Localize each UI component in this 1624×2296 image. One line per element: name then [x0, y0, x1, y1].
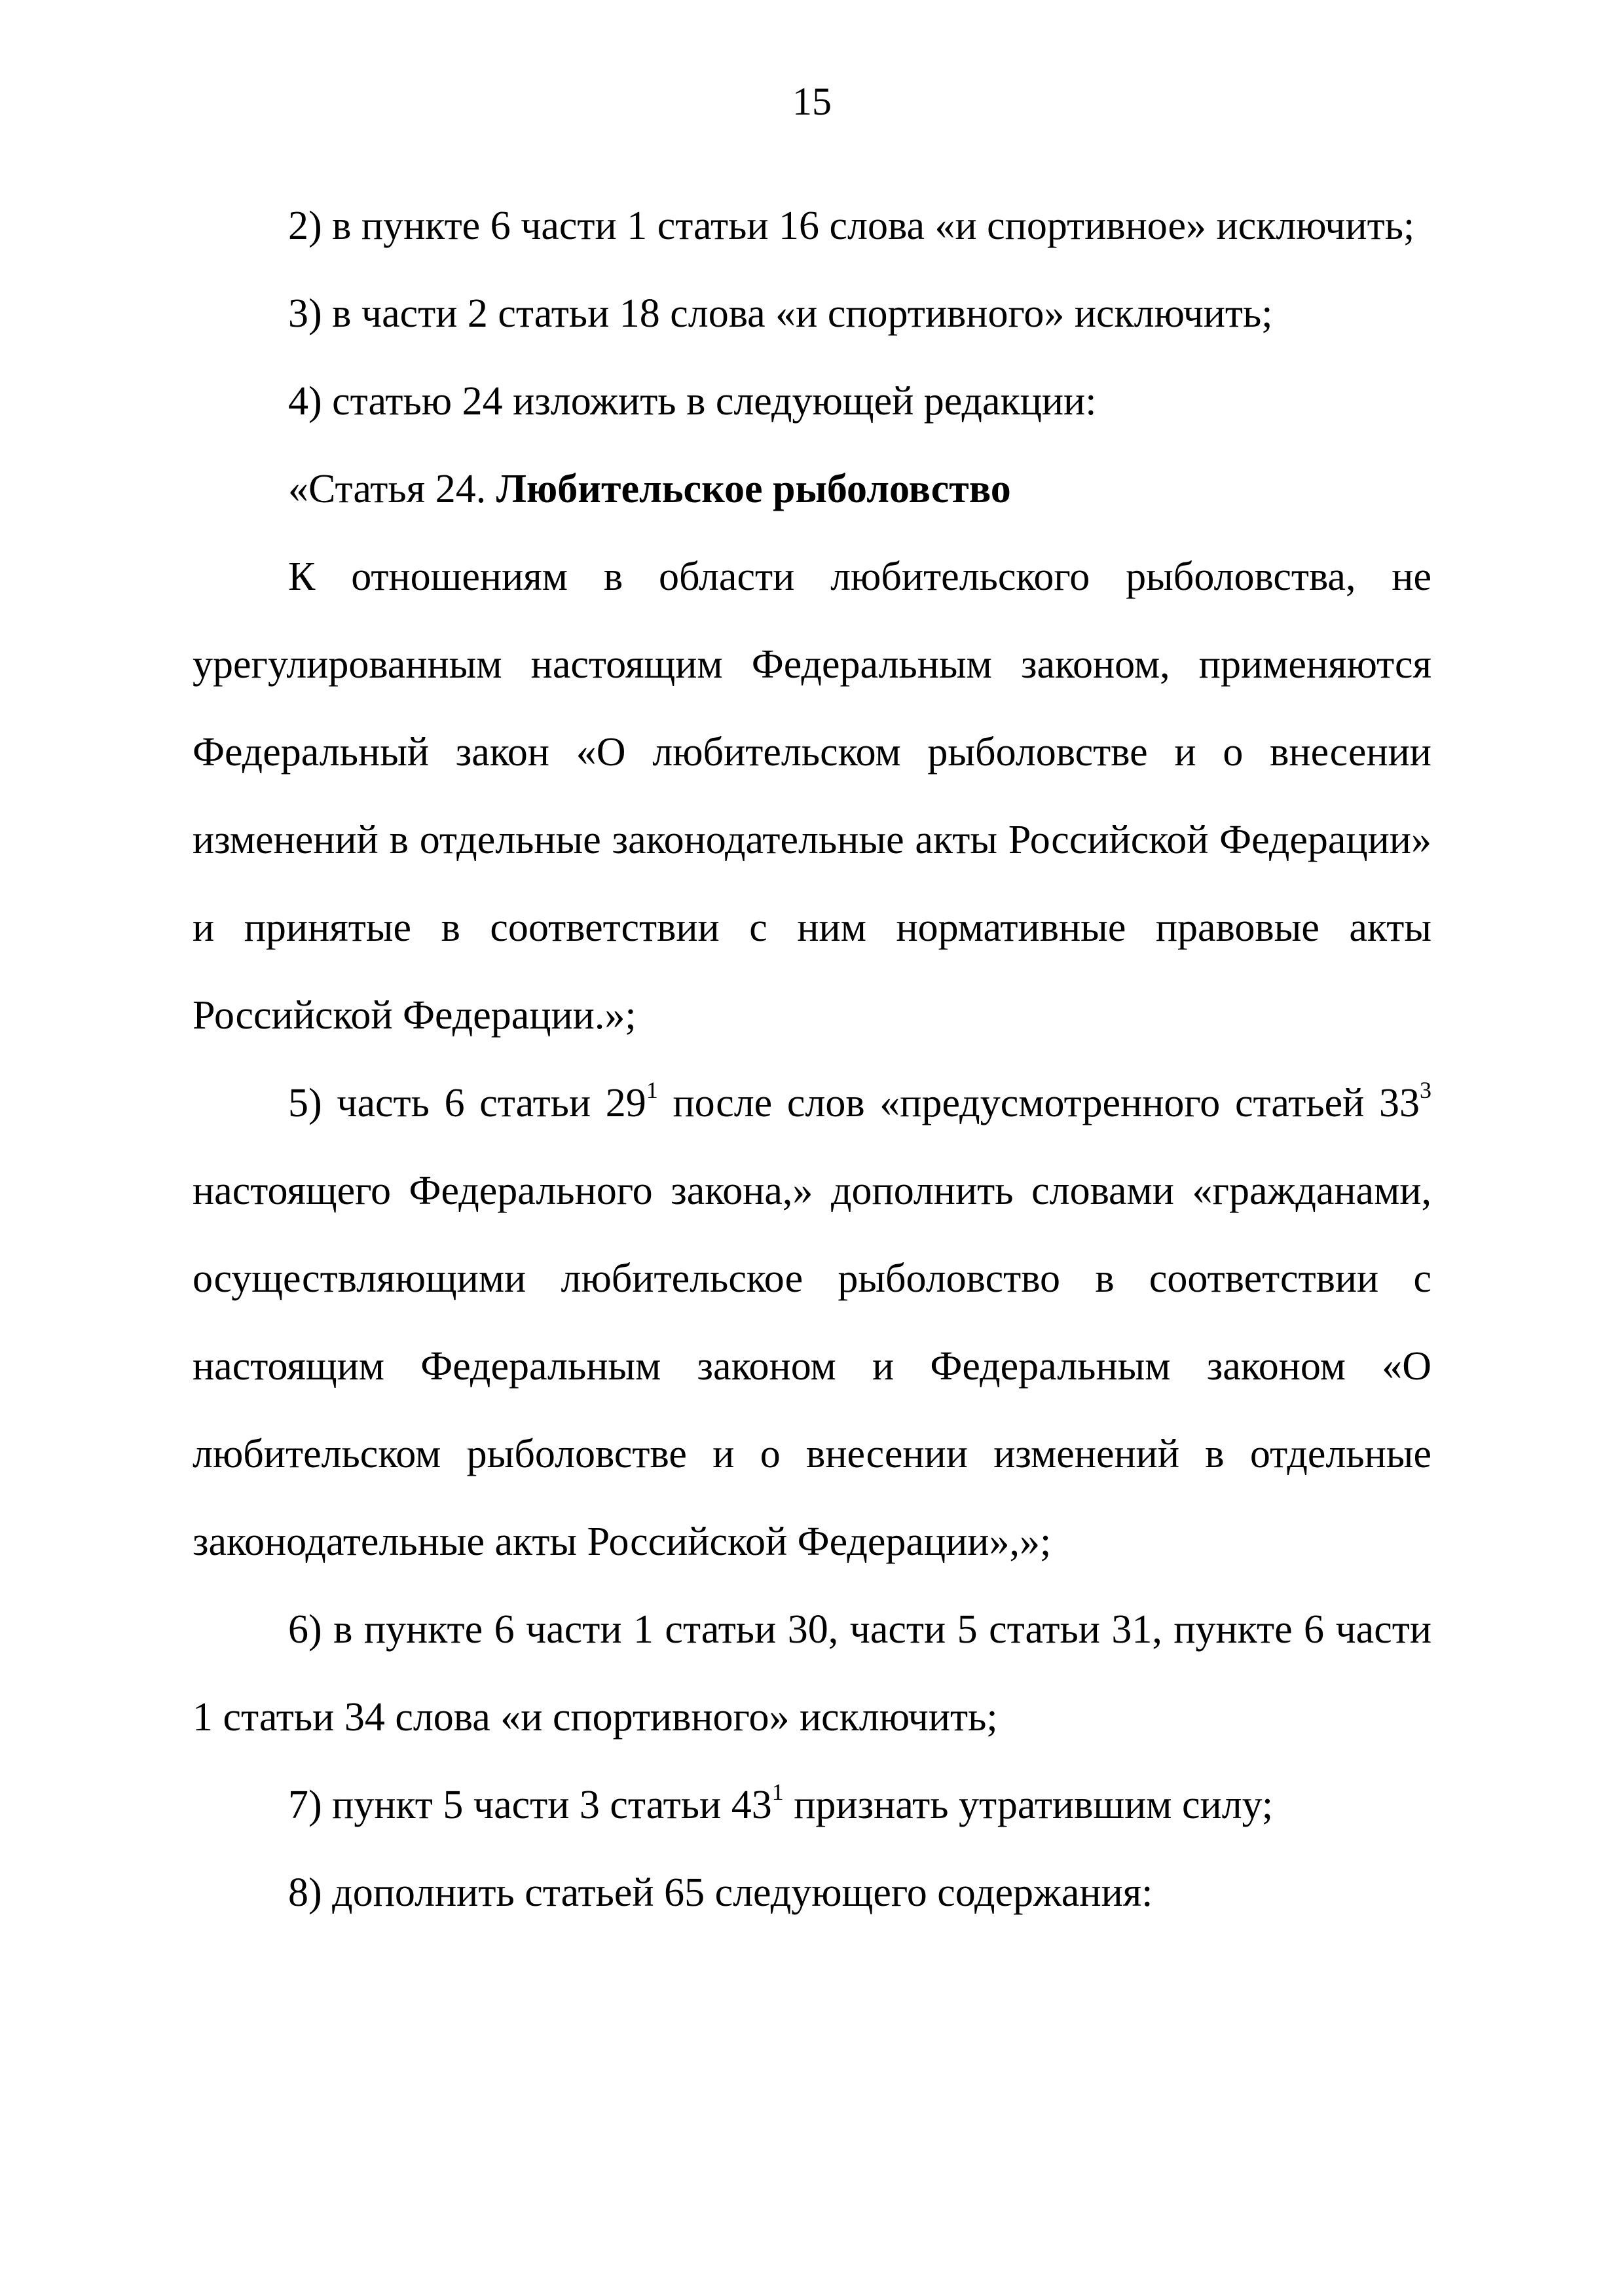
article-24-heading — [193, 445, 1431, 533]
page-number: 15 — [792, 80, 832, 123]
item-5-part-1: 5) часть 6 статьи 29 — [288, 1081, 646, 1125]
item-4-block — [193, 357, 1431, 445]
item-6-block — [193, 1586, 1431, 1761]
item-2-block — [193, 182, 1431, 270]
item-7-superscript-1: 1 — [771, 1779, 784, 1805]
article-24-title: Любительское рыболовство — [496, 467, 1011, 511]
article-24-prefix: «Статья 24. — [288, 467, 496, 511]
item-7-block — [193, 1761, 1431, 1849]
item-5-block — [193, 1059, 1431, 1586]
article-24-body: К отношениям в области любительского рыболовства, не урегулированным настоящим Федеральным законом, применяются Федеральный закон «О любительском рыболовстве и о внесении изменений в отдельные законодательные акты Российской Федерации» и принятые в соответствии с ним нормативные правовые акты Российской Федерации.»; — [193, 555, 1431, 1038]
article-24-heading-block — [193, 445, 1431, 533]
item-6: 6) в пункте 6 части 1 статьи 30, части 5 статьи 31, пункте 6 части 1 статьи 34 слова «и спортивного» исключить; — [193, 1607, 1431, 1740]
item-5-part-2: после слов «предусмотренного статьей 33 — [657, 1081, 1420, 1125]
item-8: 8) дополнить статьей 65 следующего содержания: — [288, 1870, 1153, 1915]
item-4: 4) статью 24 изложить в следующей редакции: — [288, 379, 1097, 424]
item-2: 2) в пункте 6 части 1 статьи 16 слова «и спортивное» исключить; — [288, 204, 1415, 248]
item-7 — [193, 1761, 1431, 1849]
item-5-part-3: настоящего Федерального закона,» дополнить словами «гражданами, осуществляющими любительское рыболовство в соответствии с настоящим Федеральным законом и Федеральным законом «О любительском рыболовстве и о внесении изменений в отдельные законодательные акты Российской Федерации»,»; — [193, 1169, 1431, 1564]
item-3: 3) в части 2 статьи 18 слова «и спортивного» исключить; — [288, 291, 1273, 336]
item-7-part-1: 7) пункт 5 части 3 статьи 43 — [288, 1783, 772, 1827]
item-5-superscript-1: 1 — [646, 1077, 658, 1103]
item-8-block — [193, 1849, 1431, 1937]
article-24-body-block — [193, 533, 1431, 1059]
item-5-superscript-2: 3 — [1420, 1077, 1431, 1103]
item-7-part-2: признать утратившим силу; — [783, 1783, 1274, 1827]
item-3-block — [193, 270, 1431, 357]
item-5 — [193, 1059, 1431, 1586]
